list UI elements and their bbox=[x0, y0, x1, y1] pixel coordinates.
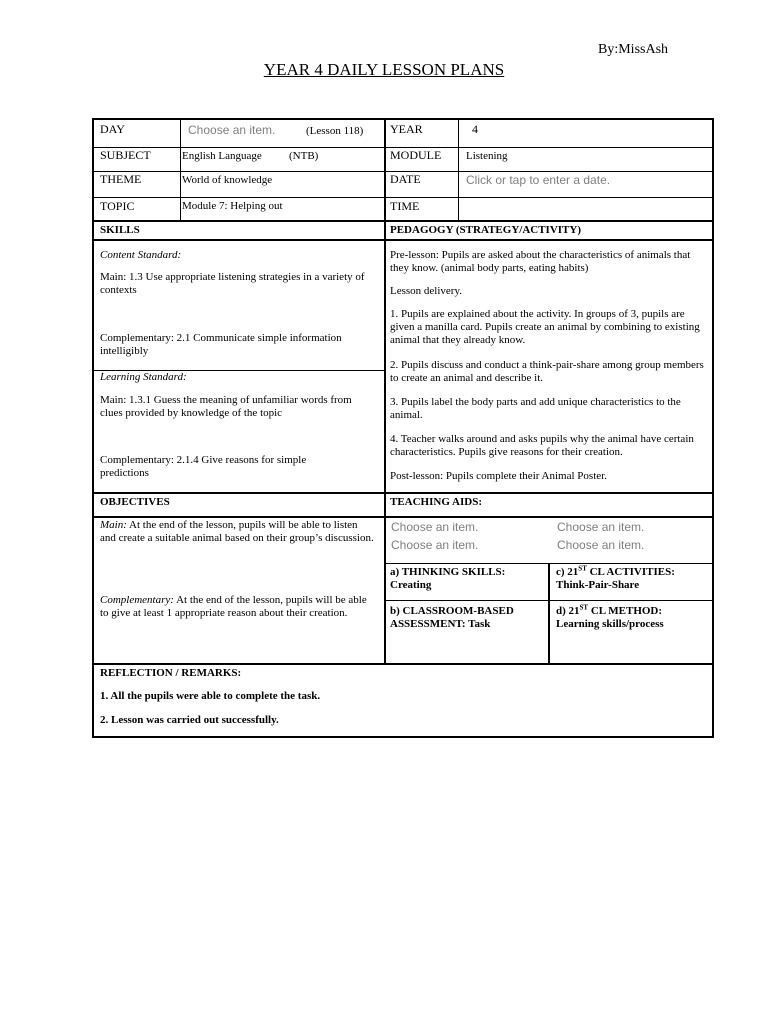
column-divider bbox=[384, 120, 386, 663]
objective-comp-text: At the end of the lesson, pupils will be able to give at least 1 appropriate reason about their creation. bbox=[100, 594, 367, 619]
cl-method-sup: ST bbox=[579, 603, 589, 612]
cl-activities-label bbox=[556, 566, 675, 579]
teaching-aids-heading: TEACHING AIDS: bbox=[390, 496, 482, 508]
pedagogy-step: 1. Pupils are explained about the activity. In groups of 3, pupils are given a manilla card. Pupils create an animal by combining to existing animal that they already know. bbox=[390, 308, 700, 346]
teaching-aid-select[interactable]: Choose an item. bbox=[557, 520, 645, 534]
thinking-skills-label: a) THINKING SKILLS: bbox=[390, 566, 506, 578]
cl-method-suffix: CL METHOD: bbox=[588, 605, 663, 617]
teaching-aid-select[interactable]: Choose an item. bbox=[391, 520, 479, 534]
cl-method-label bbox=[556, 605, 662, 618]
year-label: YEAR bbox=[390, 122, 423, 136]
pedagogy-step: 3. Pupils label the body parts and add unique characteristics to the animal. bbox=[390, 396, 681, 421]
reflection-item: 1. All the pupils were able to complete the task. bbox=[100, 690, 321, 702]
post-lesson-text: Post-lesson: Pupils complete their Animal Poster. bbox=[390, 470, 607, 482]
topic-label: TOPIC bbox=[100, 199, 135, 213]
day-select[interactable]: Choose an item. bbox=[188, 123, 276, 137]
theme-label: THEME bbox=[100, 172, 142, 186]
objective-complementary bbox=[100, 594, 376, 620]
learning-standard-complementary: Complementary: 2.1.4 Give reasons for simple predictions bbox=[100, 454, 307, 479]
reflection-item: 2. Lesson was carried out successfully. bbox=[100, 714, 279, 726]
learning-standard-main: Main: 1.3.1 Guess the meaning of unfamiliar words from clues provided by knowledge of the topic bbox=[100, 394, 352, 419]
lesson-delivery-label: Lesson delivery. bbox=[390, 285, 462, 297]
skills-heading: SKILLS bbox=[100, 224, 140, 236]
row-divider bbox=[94, 197, 712, 198]
row-divider bbox=[94, 239, 712, 241]
cl-activities-sup: ST bbox=[578, 564, 587, 573]
cl-activities-prefix: c) 21 bbox=[556, 566, 579, 578]
year-value: 4 bbox=[472, 122, 478, 136]
time-label: TIME bbox=[390, 199, 420, 213]
pedagogy-step: 4. Teacher walks around and asks pupils why the animal have certain characteristics. Pupils give reasons for their creation. bbox=[390, 433, 694, 458]
pedagogy-step: 2. Pupils discuss and conduct a think-pair-share among group members to create an animal and describe it. bbox=[390, 359, 704, 384]
pre-lesson-text: Pre-lesson: Pupils are asked about the characteristics of animals that they know. (animal body parts, eating habits) bbox=[390, 249, 691, 274]
learning-standard-label: Learning Standard: bbox=[100, 371, 187, 383]
column-divider bbox=[548, 563, 550, 663]
row-divider bbox=[94, 663, 712, 665]
objective-main bbox=[100, 519, 376, 545]
content-standard-complementary: Complementary: 2.1 Communicate simple information intelligibly bbox=[100, 332, 342, 357]
row-divider bbox=[94, 220, 712, 222]
content-standard-main: Main: 1.3 Use appropriate listening strategies in a variety of contexts bbox=[100, 271, 365, 296]
column-divider bbox=[458, 120, 459, 220]
page-title: YEAR 4 DAILY LESSON PLANS bbox=[263, 60, 505, 79]
module-value: Listening bbox=[466, 150, 508, 162]
lesson-number: (Lesson 118) bbox=[306, 125, 364, 137]
teaching-aid-select[interactable]: Choose an item. bbox=[391, 538, 479, 552]
author-byline: By:MissAsh bbox=[598, 42, 669, 57]
row-divider bbox=[94, 492, 712, 494]
objective-comp-label: Complementary: bbox=[100, 594, 174, 606]
row-divider bbox=[94, 516, 712, 518]
reflection-heading: REFLECTION / REMARKS: bbox=[100, 667, 242, 679]
day-label: DAY bbox=[100, 122, 125, 136]
classroom-assessment-label: b) CLASSROOM-BASED ASSESSMENT: Task bbox=[390, 605, 514, 630]
objective-main-label: Main: bbox=[100, 519, 127, 531]
cl-activities-suffix: CL ACTIVITIES: bbox=[586, 566, 675, 578]
subject-code: (NTB) bbox=[289, 150, 319, 162]
date-picker[interactable]: Click or tap to enter a date. bbox=[466, 173, 611, 187]
column-divider bbox=[180, 120, 181, 220]
objective-main-text: At the end of the lesson, pupils will be able to listen and create a suitable animal based on their group’s discussion. bbox=[100, 519, 374, 544]
subject-label: SUBJECT bbox=[100, 148, 151, 162]
date-label: DATE bbox=[390, 172, 421, 186]
objectives-heading: OBJECTIVES bbox=[100, 496, 170, 508]
thinking-skills-value: Creating bbox=[390, 579, 432, 591]
cl-method-prefix: d) 21 bbox=[556, 605, 580, 617]
cl-activities-value: Think-Pair-Share bbox=[556, 579, 640, 591]
topic-value: Module 7: Helping out bbox=[182, 200, 283, 212]
lesson-plan-table bbox=[92, 118, 714, 738]
subject-value: English Language bbox=[182, 150, 262, 162]
pedagogy-heading: PEDAGOGY (STRATEGY/ACTIVITY) bbox=[390, 224, 581, 236]
teaching-aid-select[interactable]: Choose an item. bbox=[557, 538, 645, 552]
cl-method-value: Learning skills/process bbox=[556, 618, 664, 630]
content-standard-label: Content Standard: bbox=[100, 249, 182, 261]
module-label: MODULE bbox=[390, 148, 442, 162]
theme-value: World of knowledge bbox=[182, 174, 273, 186]
